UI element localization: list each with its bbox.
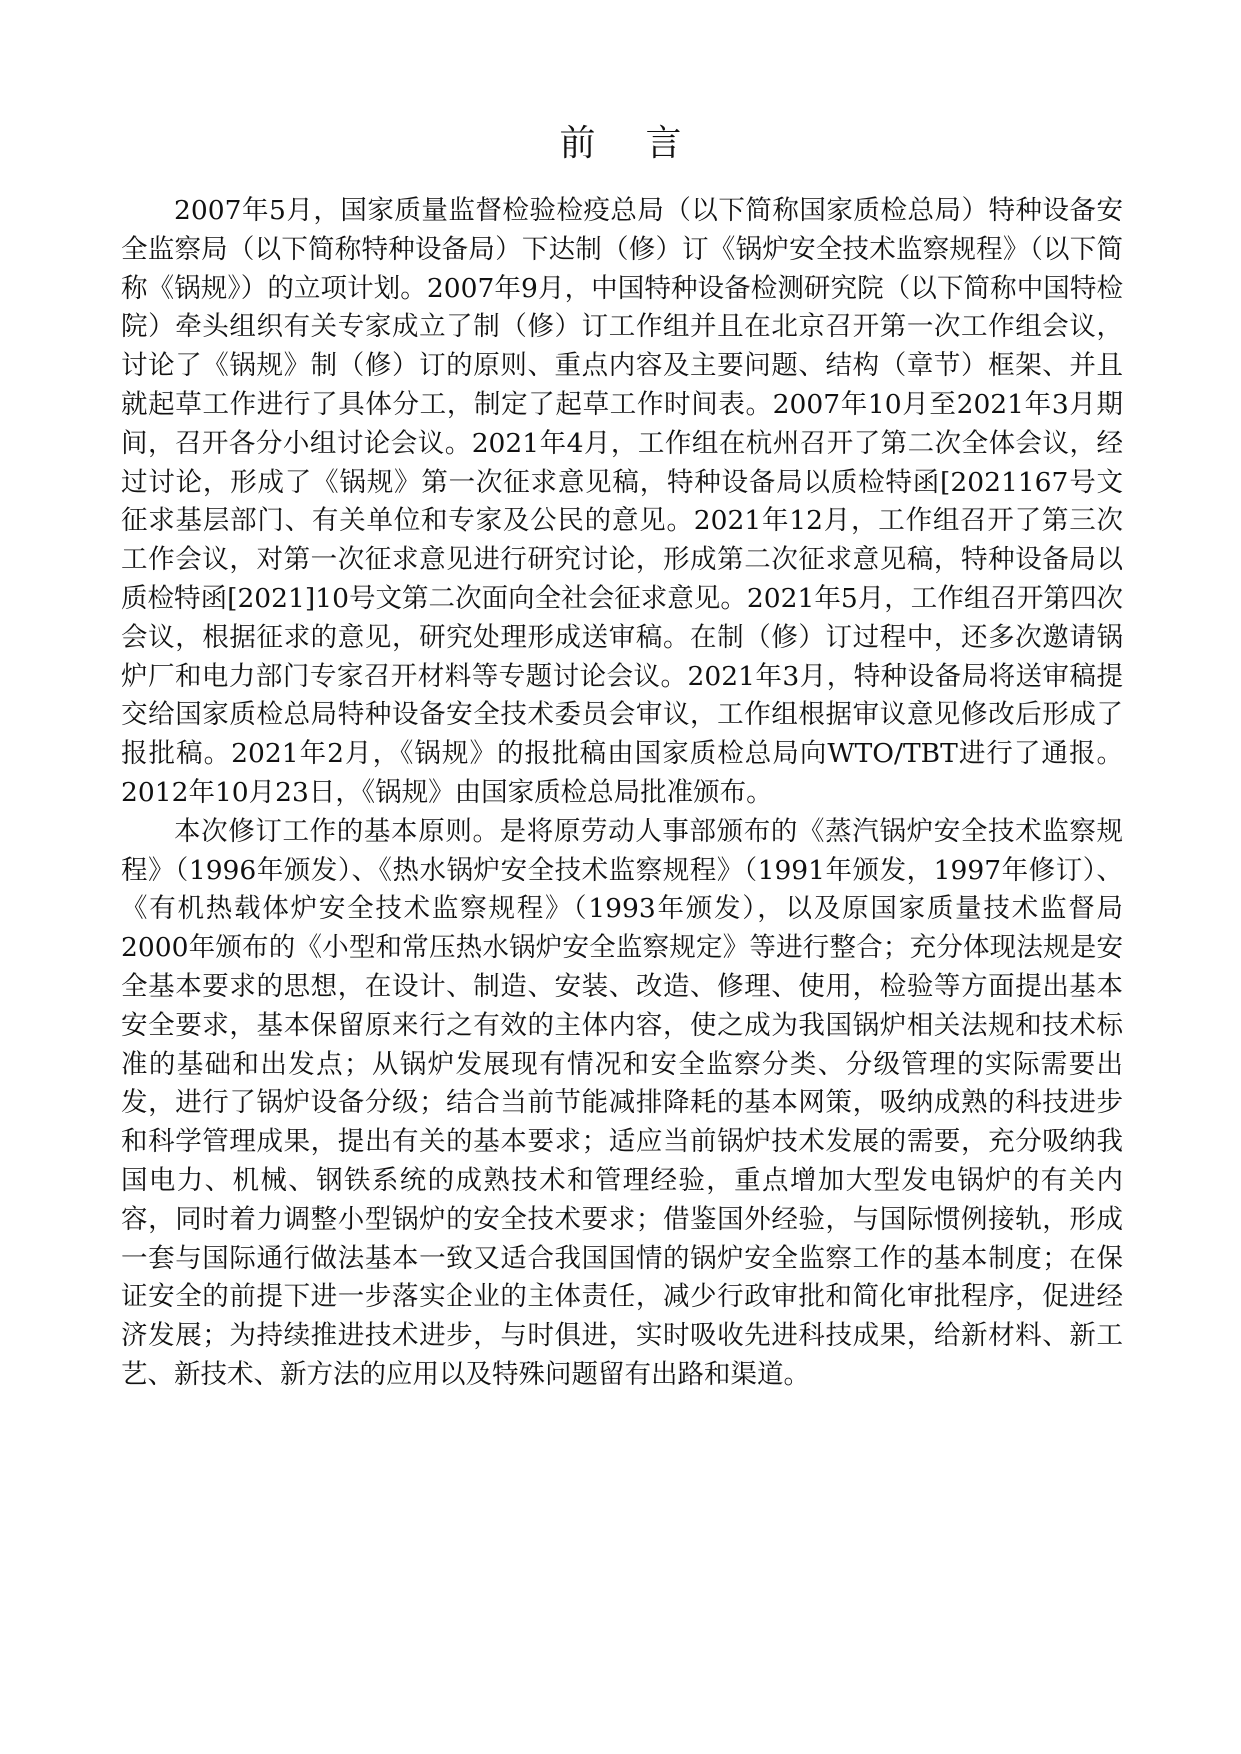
body-text (121, 192, 1123, 1395)
paragraph-1: 2007年5月，国家质量监督检验检疫总局（以下简称国家质检总局）特种设备安全监察局（以下简称特种设备局）下达制（修）订《锅炉安全技术监察规程》（以下简称《锅规》）的立项计划。2007年9月，中国特种设备检测研究院（以下简称中国特检院）牵头组织有关专家成立了制（修）订工作组并且在北京召开第一次工作组会议，讨论了《锅规》制（修）订的原则、重点内容及主要问题、结构（章节）框架、并且就起草工作进行了具体分工，制定了起草工作时间表。2007年10月至2021年3月期间，召开各分小组讨论会议。2021年4月，工作组在杭州召开了第二次全体会议，经过讨论，形成了《锅规》第一次征求意见稿，特种设备局以质检特函[2021167号文征求基层部门、有关单位和专家及公民的意见。2021年12月，工作组召开了第三次工作会议，对第一次征求意见进行研究讨论，形成第二次征求意见稿，特种设备局以质检特函[2021]10号文第二次面向全社会征求意见。2021年5月，工作组召开第四次会议，根据征求的意见，研究处理形成送审稿。在制（修）订过程中，还多次邀请锅炉厂和电力部门专家召开材料等专题讨论会议。2021年3月，特种设备局将送审稿提交给国家质检总局特种设备安全技术委员会审议，工作组根据审议意见修改后形成了报批稿。2021年2月，《锅规》的报批稿由国家质检总局向WTO/TBT进行了通报。2012年10月23日，《锅规》由国家质检总局批准颁布。 (121, 195, 1123, 808)
paragraph-2: 本次修订工作的基本原则。是将原劳动人事部颁布的《蒸汽锅炉安全技术监察规程》（1996年颁发）、《热水锅炉安全技术监察规程》（1991年颁发，1997年修订）、《有机热载体炉安全技术监察规程》（1993年颁发），以及原国家质量技术监督局2000年颁布的《小型和常压热水锅炉安全监察规定》等进行整合；充分体现法规是安全基本要求的思想，在设计、制造、安装、改造、修理、使用，检验等方面提出基本安全要求，基本保留原来行之有效的主体内容，使之成为我国锅炉相关法规和技术标准的基础和出发点；从锅炉发展现有情况和安全监察分类、分级管理的实际需要出发，进行了锅炉设备分级；结合当前节能减排降耗的基本网策，吸纳成熟的科技进步和科学管理成果，提出有关的基本要求；适应当前锅炉技术发展的需要，充分吸纳我国电力、机械、钢铁系统的成熟技术和管理经验，重点增加大型发电锅炉的有关内容，同时着力调整小型锅炉的安全技术要求；借鉴国外经验，与国际惯例接轨，形成一套与国际通行做法基本一致又适合我国国情的锅炉安全监察工作的基本制度；在保证安全的前提下进一步落实企业的主体责任，减少行政审批和简化审批程序，促进经济发展；为持续推进技术进步，与时俱进，实时吸收先进科技成果，给新材料、新工艺、新技术、新方法的应用以及特殊问题留有出路和渠道。 (121, 815, 1123, 1390)
page-title: 前言 (559, 123, 732, 164)
